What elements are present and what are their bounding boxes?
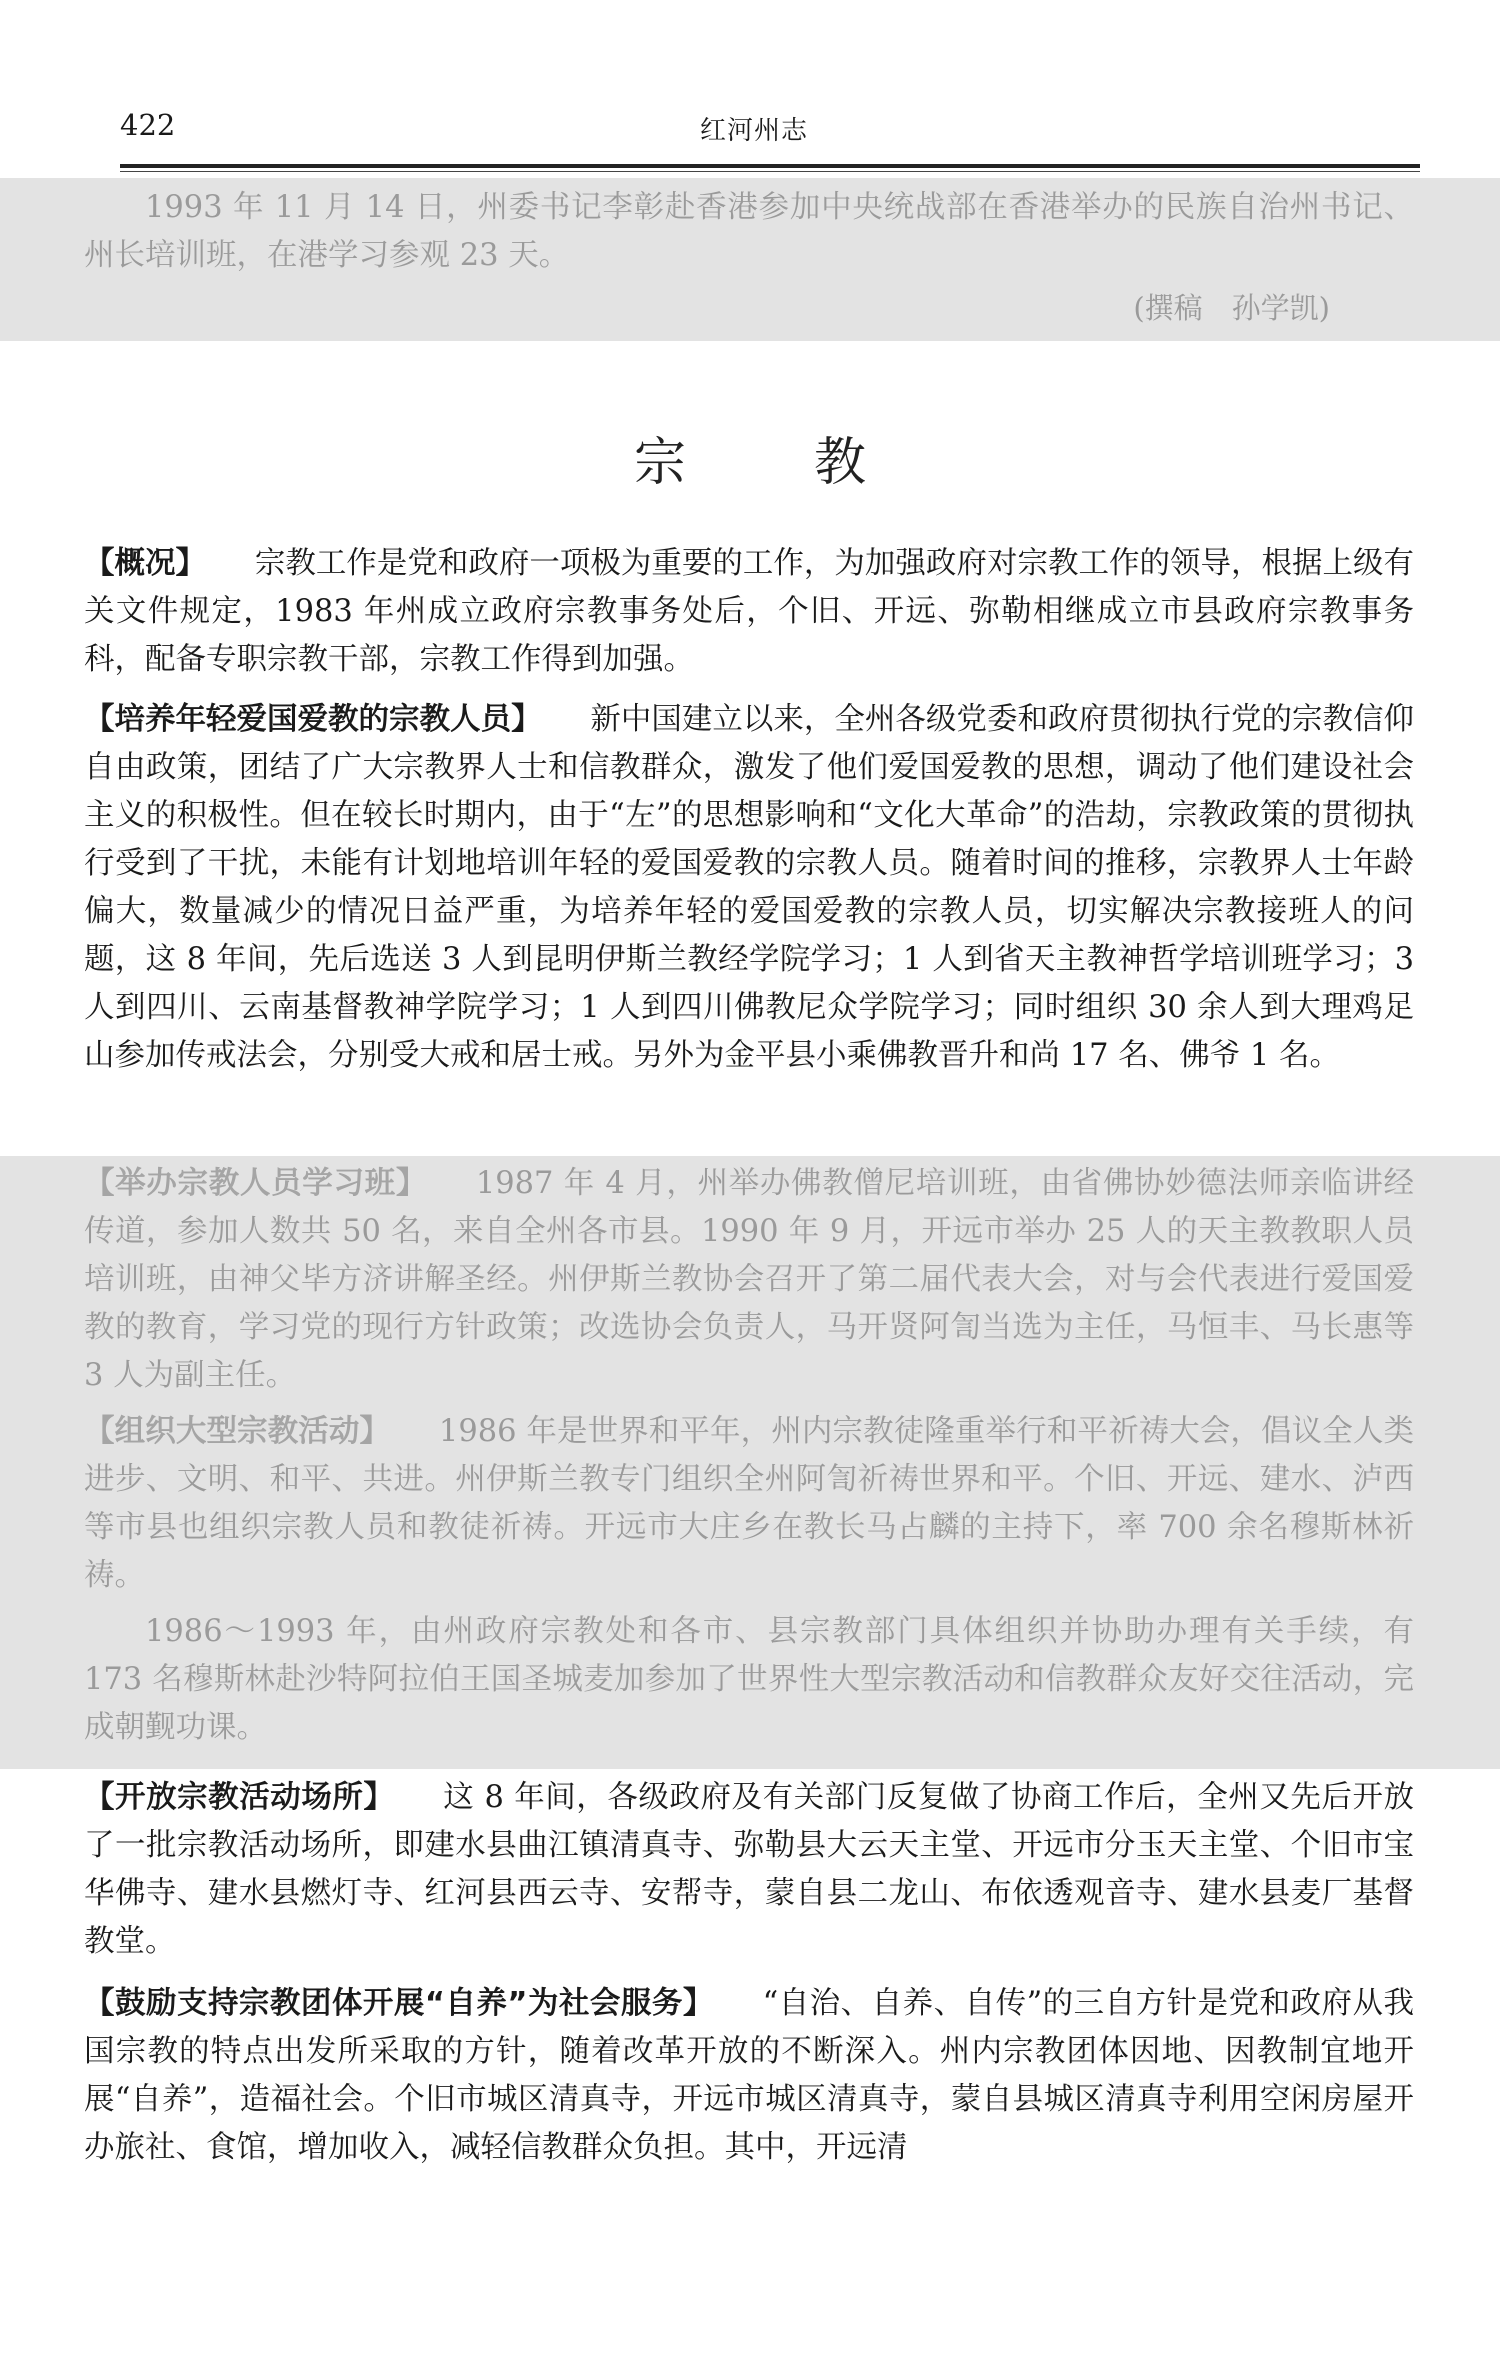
paragraph-study-classes <box>84 1160 1414 1400</box>
heading-study-classes: 【举办宗教人员学习班】 <box>84 1166 428 1201</box>
paragraph-large-activities <box>84 1408 1414 1600</box>
paragraph-hongkong-training: 1993 年 11 月 14 日，州委书记李彰赴香港参加中央统战部在香港举办的民族自治州书记、州长培训班，在港学习参观 23 天。 <box>84 190 1414 273</box>
body-self-support: “自治、自养、自传”的三自方针是党和政府从我国宗教的特点出发所采取的方针，随着改革开放的不断深入。州内宗教团体因地、因教制宜地开展“自养”，造福社会。个旧市城区清真寺，开远市城区清真寺，蒙自县城区清真寺利用空闲房屋开办旅社、食馆，增加收入，减轻信教群众负担。其中，开远清 <box>84 1986 1415 2165</box>
page-number: 422 <box>120 108 176 142</box>
heading-self-support: 【鼓励支持宗教团体开展“自养”为社会服务】 <box>84 1986 714 2021</box>
paragraph-hajj: 1986～1993 年，由州政府宗教处和各市、县宗教部门具体组织并协助办理有关手续，有 173 名穆斯林赴沙特阿拉伯王国圣城麦加参加了世界性大型宗教活动和信教群众友好交往活动，完成朝觐功课。 <box>84 1614 1414 1745</box>
paragraph-overview <box>84 540 1414 684</box>
body-study-classes: 1987 年 4 月，州举办佛教僧尼培训班，由省佛协妙德法师亲临讲经传道，参加人数共 50 名，来自全州各市县。1990 年 9 月，开远市举办 25 人的天主教教职人员培训班，由神父毕方济讲解圣经。州伊斯兰教协会召开了第二届代表大会，对与会代表进行爱国爱教的教育，学习党的现行方针政策；改选协会负责人，马开贤阿訇当选为主任，马恒丰、马长惠等 3 人为副主任。 <box>84 1166 1415 1393</box>
paragraph-self-support <box>84 1980 1414 2172</box>
header-rule-thick <box>120 164 1420 168</box>
heading-overview: 【概况】 <box>84 546 207 581</box>
body-overview: 宗教工作是党和政府一项极为重要的工作，为加强政府对宗教工作的领导，根据上级有关文件规定，1983 年州成立政府宗教事务处后，个旧、开远、弥勒相继成立市县政府宗教事务科，配备专职宗教干部，宗教工作得到加强。 <box>84 546 1415 677</box>
running-title: 红河州志 <box>700 116 809 146</box>
author-credit: (撰稿 孙学凯) <box>1133 291 1330 325</box>
faded-band-middle <box>0 1156 1500 1769</box>
faded-band-top <box>0 178 1500 341</box>
heading-large-activities: 【组织大型宗教活动】 <box>84 1414 391 1449</box>
page-header <box>120 108 1420 148</box>
body-open-venues: 这 8 年间，各级政府及有关部门反复做了协商工作后，全州又先后开放了一批宗教活动场所，即建水县曲江镇清真寺、弥勒县大云天主堂、开远市分玉天主堂、个旧市宝华佛寺、建水县燃灯寺、红河县西云寺、安帮寺，蒙自县二龙山、布依透观音寺、建水县麦厂基督教堂。 <box>84 1780 1415 1959</box>
header-rule-thin <box>120 171 1420 172</box>
heading-open-venues: 【开放宗教活动场所】 <box>84 1780 395 1815</box>
body-large-activities: 1986 年是世界和平年，州内宗教徒隆重举行和平祈祷大会，倡议全人类进步、文明、和平、共进。州伊斯兰教专门组织全州阿訇祈祷世界和平。个旧、开远、建水、泸西等市县也组织宗教人员和教徒祈祷。开远市大庄乡在教长马占麟的主持下，率 700 余名穆斯林祈祷。 <box>84 1414 1414 1593</box>
paragraph-open-venues <box>84 1774 1414 1966</box>
paragraph-training-young-clergy <box>84 696 1414 1080</box>
body-training-young-clergy: 新中国建立以来，全州各级党委和政府贯彻执行党的宗教信仰自由政策，团结了广大宗教界人士和信教群众，激发了他们爱国爱教的思想，调动了他们建设社会主义的积极性。但在较长时期内，由于“左”的思想影响和“文化大革命”的浩劫，宗教政策的贯彻执行受到了干扰，未能有计划地培训年轻的爱国爱教的宗教人员。随着时间的推移，宗教界人士年龄偏大，数量减少的情况日益严重，为培养年轻的爱国爱教的宗教人员，切实解决宗教接班人的问题，这 8 年间，先后选送 3 人到昆明伊斯兰教经学院学习；1 人到省天主教神哲学培训班学习；3 人到四川、云南基督教神学院学习；1 人到四川佛教尼众学院学习；同时组织 30 余人到大理鸡足山参加传戒法会，分别受大戒和居士戒。另外为金平县小乘佛教晋升和尚 17 名、佛爷 1 名。 <box>84 702 1415 1073</box>
heading-training-young-clergy: 【培养年轻爱国爱教的宗教人员】 <box>84 702 542 737</box>
section-title: 宗 教 <box>633 433 904 493</box>
